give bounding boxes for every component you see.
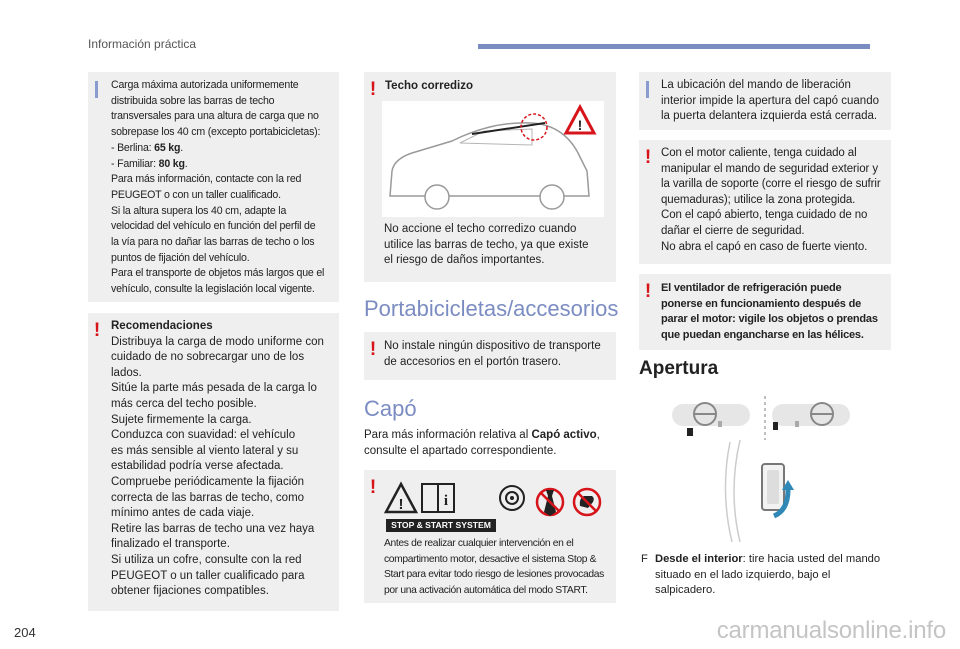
warning-marker: ! <box>369 339 377 360</box>
text-line: compartimento motor, desactive el sistema Stop & <box>384 553 597 565</box>
step-rest: : tire hacia usted del mando <box>742 553 881 565</box>
text-line: Carga máxima autorizada uniformemente <box>111 79 299 91</box>
step-interior <box>641 552 893 599</box>
text-line: Si utiliza un cofre, consulte con la red <box>111 553 302 566</box>
release-text <box>661 78 889 125</box>
no-tie-icon <box>537 489 563 516</box>
text-line: No instale ningún dispositivo de transporte <box>384 340 601 352</box>
interior-release-diagram <box>670 392 850 542</box>
hood-line-1 <box>364 428 616 444</box>
text-line: sobrepase los 40 cm (excepto portabicicletas): <box>111 126 321 139</box>
text-line: quemaduras); utilice la zona protegida. <box>661 193 856 206</box>
stop-start-pictograms <box>382 478 610 532</box>
text-line: El ventilador de refrigeración puede <box>661 282 842 294</box>
warning-marker: ! <box>644 281 652 302</box>
step-line-2: situado en el lado izquierdo, bajo el salpicadero. <box>655 568 831 597</box>
text-line: No abra el capó en caso de fuerte viento. <box>661 240 868 253</box>
text-line: estabilidad podría verse afectada. <box>111 460 284 473</box>
info-box-release <box>639 72 891 130</box>
warning-box-bike <box>364 332 616 380</box>
warning-box-stop-start <box>364 470 616 603</box>
text-line: Antes de realizar cualquier intervención en el <box>384 538 574 549</box>
text-line: Con el motor caliente, tenga cuidado al <box>661 147 857 159</box>
text-line: Start para evitar todo riesgo de lesiones provocadas <box>384 569 604 580</box>
text-line: correcta de las barras de techo, como <box>111 491 305 504</box>
text-line: Si la altura supera los 40 cm, adapte la <box>111 204 287 217</box>
text-line: No accione el techo corredizo cuando <box>384 223 577 235</box>
hood-bold: Capó activo <box>531 429 597 441</box>
stop-start-label: STOP & START SYSTEM <box>391 520 491 530</box>
warning-box-fan <box>639 274 891 350</box>
no-hand-icon <box>574 489 600 515</box>
bike-text <box>384 339 612 370</box>
step-line-1 <box>641 552 893 568</box>
berlina-value: 65 kg <box>154 141 181 154</box>
recommendations-title: Recomendaciones <box>111 320 213 332</box>
text-line: PEUGEOT o con un taller cualificado. <box>111 188 281 201</box>
page-number: 204 <box>14 625 36 640</box>
section-title-opening: Apertura <box>639 358 719 379</box>
text-line: que puedan engancharse en las hélices. <box>661 328 864 341</box>
recommendations-text <box>111 319 337 600</box>
steering-wheel-rhd-icon <box>772 403 850 430</box>
text-line: Para más información, contacte con la red <box>111 173 302 186</box>
text-line: puntos de fijación del vehículo. <box>111 251 250 264</box>
warning-box-sunroof <box>364 72 616 282</box>
hood-release-illustration <box>670 392 850 542</box>
watermark: carmanualsonline.info <box>716 617 946 644</box>
text-line: dañar el cierre de seguridad. <box>661 224 805 237</box>
section-title-bike: Portabicicletas/accesorios <box>364 296 619 321</box>
warning-marker: ! <box>369 79 377 100</box>
steering-wheel-lhd-icon <box>672 403 750 436</box>
text-line: PEUGEOT o un taller cualificado para <box>111 569 305 582</box>
info-box-load <box>88 72 339 302</box>
text-line: la varilla de soporte (corre el riesgo de sufrir <box>661 178 881 191</box>
hot-engine-text <box>661 146 891 255</box>
stop-start-text <box>384 536 614 598</box>
hood-line-2: consulte el apartado correspondiente. <box>364 444 557 457</box>
text-line: lados. <box>111 366 142 379</box>
info-marker <box>95 81 98 98</box>
hood-pre: Para más información relativa al <box>364 429 532 441</box>
release-lever-icon <box>725 440 794 542</box>
warning-marker: ! <box>369 477 377 498</box>
text-line: Sujete firmemente la carga. <box>111 413 252 426</box>
text-line: finalizado el transporte. <box>111 538 230 551</box>
header-title: Información práctica <box>88 37 197 51</box>
familiar-line: - Familiar: 80 kg. <box>111 157 188 170</box>
text-line: interior impide la apertura del capó cuando <box>661 94 879 107</box>
text-line: Distribuya la carga de modo uniforme con <box>111 335 324 348</box>
text-line: más cerca del techo posible. <box>111 397 257 410</box>
text-line: de accesorios en el portón trasero. <box>384 355 562 368</box>
text-line: velocidad del vehículo en función del perfil de <box>111 220 316 233</box>
hood-post: , <box>596 429 600 441</box>
warning-marker: ! <box>93 320 101 341</box>
text-line: Sitúe la parte más pesada de la carga lo <box>111 382 317 395</box>
car-silhouette-icon <box>382 101 604 217</box>
sunroof-title: Techo corredizo <box>385 80 473 92</box>
svg-text:i: i <box>443 493 449 509</box>
text-line: Retire las barras de techo una vez haya <box>111 522 315 535</box>
text-line: cuidado de no sobrecargar uno de los <box>111 351 305 364</box>
warning-box-recommendations <box>88 313 339 611</box>
svg-text:!: ! <box>398 496 404 513</box>
text-line: la puerta delantera izquierda está cerrada. <box>661 110 878 123</box>
text-line: distribuida sobre las barras de techo <box>111 94 275 107</box>
text-line: Conduzca con suavidad: el vehículo <box>111 429 296 442</box>
warning-marker: ! <box>644 147 652 168</box>
text-line: transversales para una altura de carga que no <box>111 110 319 123</box>
section-title-hood: Capó <box>364 396 417 421</box>
step-bold: Desde el interior <box>655 553 743 565</box>
text-line: Compruebe periódicamente la fijación <box>111 475 305 488</box>
text-line: la vía para no dañar las barras de techo o los <box>111 236 315 249</box>
familiar-label: - Familiar: <box>111 157 159 170</box>
svg-text:!: ! <box>577 117 583 133</box>
text-line: manipular el mando de seguridad exterior y <box>661 162 878 175</box>
text-line: Para el transporte de objetos más largos que el <box>111 267 325 280</box>
familiar-value: 80 kg <box>158 157 185 170</box>
load-info-text <box>111 78 336 298</box>
text-line: parar el motor: vigile los objetos o prendas <box>661 313 878 326</box>
info-marker <box>646 81 649 98</box>
text-line: Con el capó abierto, tenga cuidado de no <box>661 209 868 222</box>
berlina-line: - Berlina: 65 kg. <box>111 141 183 154</box>
text-line: La ubicación del mando de liberación <box>661 79 851 91</box>
header-bar <box>478 44 870 49</box>
text-line: mínimo antes de cada viaje. <box>111 507 255 520</box>
hood-intro <box>364 428 616 459</box>
warning-box-hot-engine <box>639 140 891 264</box>
car-roof-illustration <box>382 101 604 217</box>
berlina-label: - Berlina: <box>111 141 155 154</box>
text-line: el riesgo de daños importantes. <box>384 254 545 267</box>
step-bullet: F <box>641 553 648 565</box>
text-line: obtener fijaciones compatibles. <box>111 585 269 598</box>
text-line: ponerse en funcionamiento después de <box>661 297 862 310</box>
fan-text <box>661 281 891 343</box>
text-line: utilice las barras de techo, ya que existe <box>384 238 589 251</box>
text-line: es más sensible al viento lateral y su <box>111 444 299 457</box>
fan-icon <box>500 486 524 510</box>
sunroof-text <box>384 222 610 269</box>
text-line: por una activación automática del modo START. <box>384 584 588 596</box>
text-line: vehículo, consulte la legislación local vigente. <box>111 283 315 296</box>
